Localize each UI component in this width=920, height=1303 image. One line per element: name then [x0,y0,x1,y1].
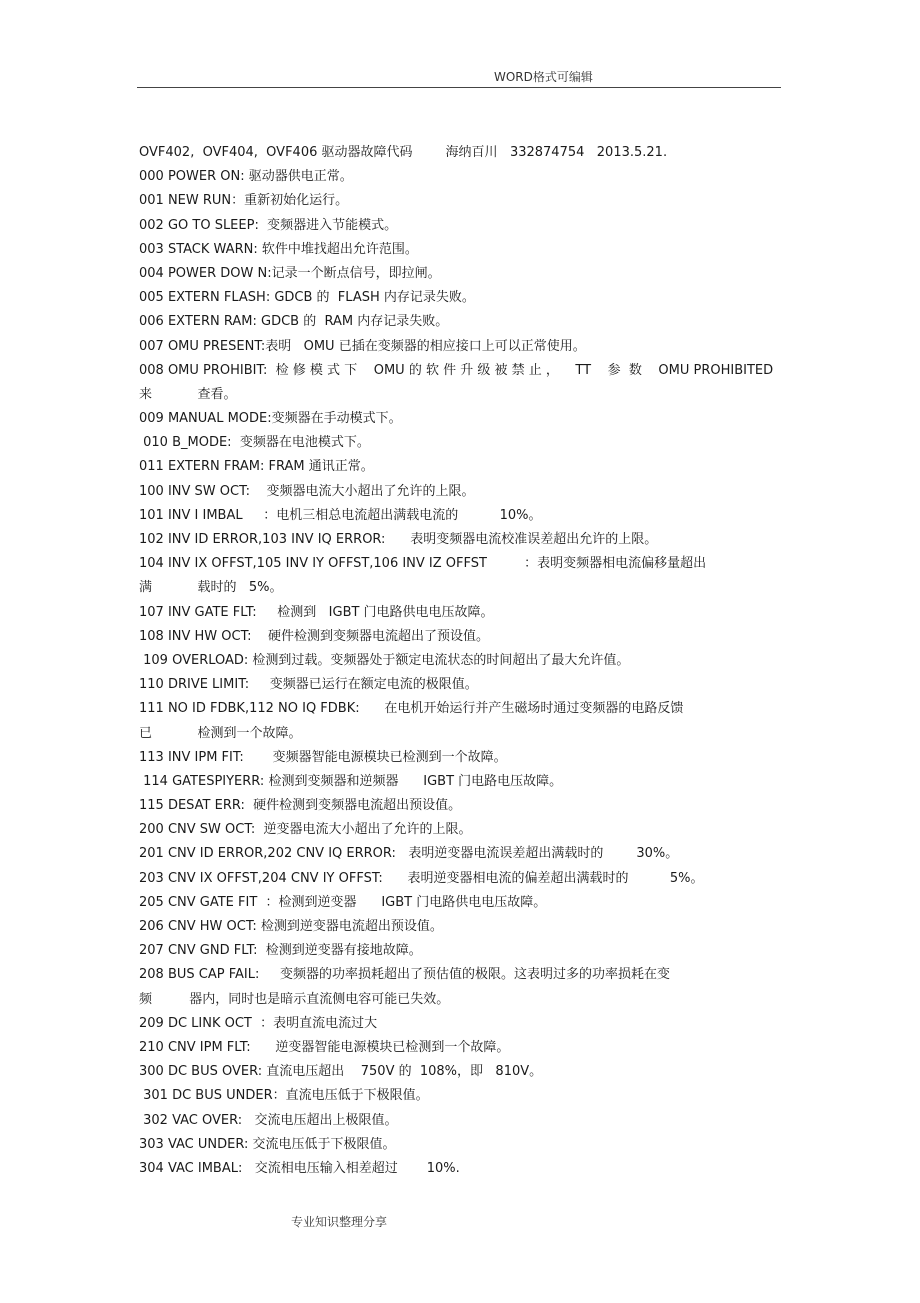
fault-code-line: 203 CNV IX OFFST,204 CNV IY OFFST: 表明逆变器相电流的偏差超出满载时的 5%。 [139,870,704,886]
fault-code-line: 110 DRIVE LIMIT: 变频器已运行在额定电流的极限值。 [139,677,478,693]
fault-code-line: 010 B_MODE: 变频器在电池模式下。 [139,435,370,451]
fault-code-line: 011 EXTERN FRAM: FRAM 通讯正常。 [139,459,374,475]
fault-code-line: 006 EXTERN RAM: GDCB 的 RAM 内存记录失败。 [139,314,449,330]
fault-code-line: 300 DC BUS OVER: 直流电压超出 750V 的 108%，即 810V。 [139,1064,543,1080]
fault-code-line: 已 检测到一个故障。 [139,725,302,741]
fault-code-line: 109 OVERLOAD: 检测到过载。变频器处于额定电流状态的时间超出了最大允许值。 [139,652,630,668]
fault-code-line: 111 NO ID FDBK,112 NO IQ FDBK: 在电机开始运行并产生磁场时通过变频器的电路反馈 [139,701,684,717]
fault-code-line: 303 VAC UNDER: 交流电压低于下极限值。 [139,1136,396,1152]
fault-code-line: 115 DESAT ERR: 硬件检测到变频器电流超出预设值。 [139,798,462,814]
fault-code-line: 114 GATESPIYERR: 检测到变频器和逆频器 IGBT 门电路电压故障。 [139,773,563,789]
fault-code-line: 005 EXTERN FLASH: GDCB 的 FLASH 内存记录失败。 [139,290,475,306]
fault-code-line: 304 VAC IMBAL: 交流相电压输入相差超过 10%. [139,1160,460,1176]
fault-code-line: 100 INV SW OCT: 变频器电流大小超出了允许的上限。 [139,483,475,499]
fault-code-line: 满 载时的 5%。 [139,580,283,596]
document-title: OVF402, OVF404, OVF406 驱动器故障代码 海纳百川 332874754 2013.5.21. [139,145,668,160]
fault-code-line: 008 OMU PROHIBIT: 检 修 模 式 下 OMU 的 软 件 升 级 被 禁 止 ， TT 参 数 OMU PROHIBITED [139,362,774,378]
fault-code-line: 208 BUS CAP FAIL: 变频器的功率损耗超出了预估值的极限。这表明过多的功率损耗在变 [139,967,671,983]
header-divider [137,87,781,88]
fault-code-line: 来 查看。 [139,386,237,402]
document-body [139,141,809,1181]
page-footer: 专业知识整理分享 [291,1215,388,1229]
fault-code-line: 207 CNV GND FLT: 检测到逆变器有接地故障。 [139,943,422,959]
fault-code-list [139,165,809,1181]
fault-code-line: 009 MANUAL MODE:变频器在手动模式下。 [139,411,402,427]
fault-code-line: 003 STACK WARN: 软件中堆找超出允许范围。 [139,241,418,257]
fault-code-line: 206 CNV HW OCT: 检测到逆变器电流超出预设值。 [139,919,443,934]
fault-code-line: 频 器内，同时也是暗示直流侧电容可能已失效。 [139,991,450,1007]
fault-code-line: 101 INV I IMBAL ：电机三相总电流超出满载电流的 10%。 [139,507,542,523]
fault-code-line: 000 POWER ON: 驱动器供电正常。 [139,169,353,185]
fault-code-line: 113 INV IPM FIT: 变频器智能电源模块已检测到一个故障。 [139,749,507,765]
fault-code-line: 209 DC LINK OCT ：表明直流电流过大 [139,1015,378,1031]
fault-code-line: 205 CNV GATE FIT ：检测到逆变器 IGBT 门电路供电电压故障。 [139,894,547,910]
fault-code-line: 004 POWER DOW N:记录一个断点信号，即拉闸。 [139,265,441,281]
fault-code-line: 001 NEW RUN：重新初始化运行。 [139,193,349,209]
fault-code-line: 107 INV GATE FLT: 检测到 IGBT 门电路供电电压故障。 [139,604,494,620]
fault-code-line: 200 CNV SW OCT: 逆变器电流大小超出了允许的上限。 [139,822,472,838]
fault-code-line: 302 VAC OVER: 交流电压超出上极限值。 [139,1112,398,1128]
fault-code-line: 210 CNV IPM FLT: 逆变器智能电源模块已检测到一个故障。 [139,1039,510,1055]
fault-code-line: 007 OMU PRESENT:表明 OMU 已插在变频器的相应接口上可以正常使用。 [139,338,586,354]
fault-code-line: 201 CNV ID ERROR,202 CNV IQ ERROR: 表明逆变器电流误差超出满载时的 30%。 [139,846,679,862]
fault-code-line: 002 GO TO SLEEP: 变频器进入节能模式。 [139,217,398,233]
fault-code-line: 102 INV ID ERROR,103 INV IQ ERROR: 表明变频器电流校准误差超出允许的上限。 [139,532,658,547]
fault-code-line: 108 INV HW OCT: 硬件检测到变频器电流超出了预设值。 [139,628,490,644]
fault-code-line: 104 INV IX OFFST,105 INV IY OFFST,106 INV IZ OFFST ：表明变频器相电流偏移量超出 [139,556,707,572]
page-header: WORD格式可编辑 [494,70,593,84]
fault-code-line: 301 DC BUS UNDER：直流电压低于下极限值。 [139,1088,429,1104]
